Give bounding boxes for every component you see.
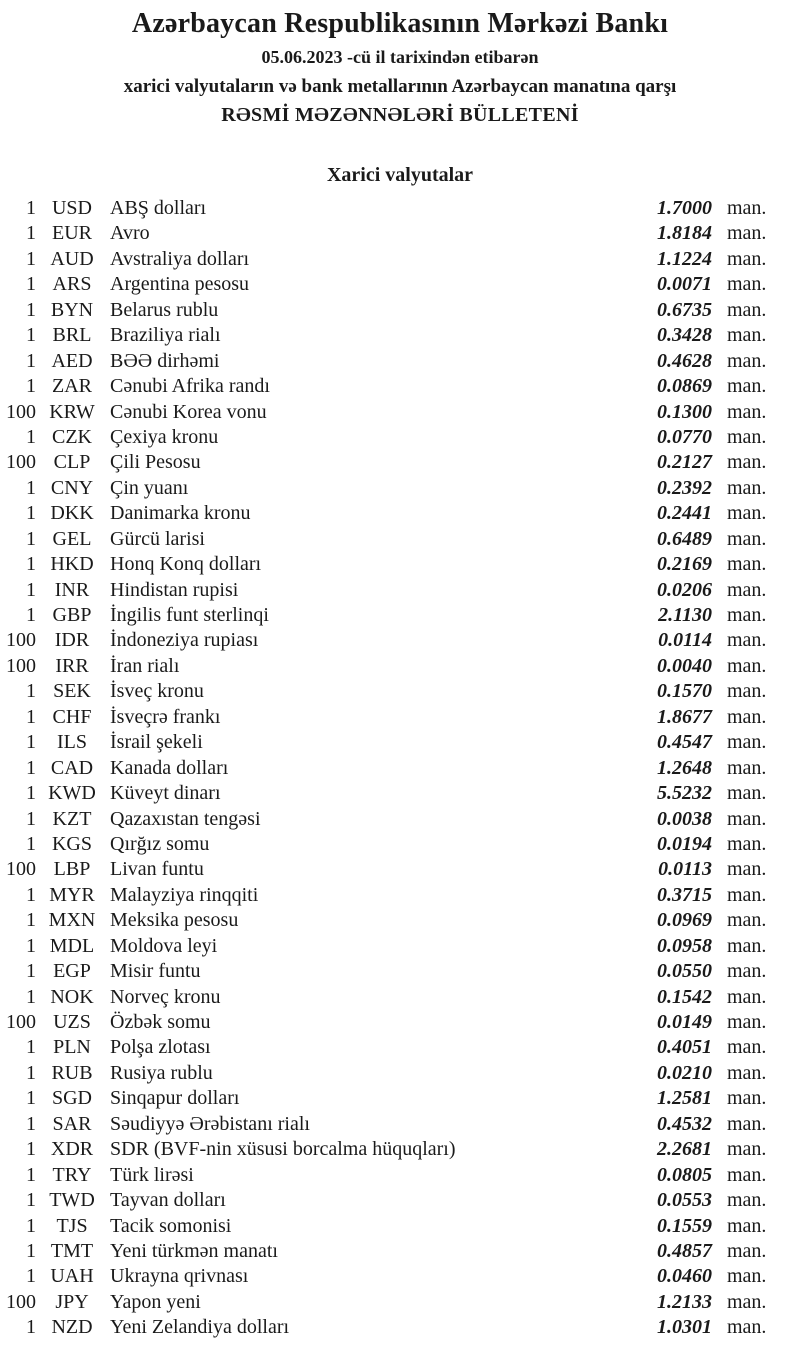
currency-name: İsrail şekeli	[110, 731, 203, 754]
currency-name: Argentina pesosu	[110, 273, 250, 296]
rate-row	[0, 1086, 800, 1111]
currency-name: Küveyt dinarı	[110, 782, 221, 805]
unit-label: man.	[727, 349, 767, 372]
currency-name: Polşa zlotası	[110, 1036, 211, 1059]
quantity: 100	[6, 629, 36, 652]
currency-code: GBP	[52, 604, 92, 626]
rate-value: 0.0113	[658, 858, 712, 881]
currency-name: İran rialı	[110, 654, 180, 677]
quantity: 1	[26, 578, 36, 601]
currency-code: KZT	[52, 807, 92, 830]
currency-name: Braziliya rialı	[110, 324, 221, 347]
rate-row	[0, 501, 800, 526]
rate-row	[0, 1239, 800, 1264]
currency-name: Sinqapur dolları	[110, 1087, 240, 1110]
rate-value: 0.0210	[657, 1061, 712, 1084]
currency-code: GEL	[52, 527, 92, 550]
currency-name: Türk lirəsi	[110, 1163, 194, 1186]
quantity: 1	[26, 1239, 36, 1262]
currency-code: TRY	[52, 1163, 92, 1186]
rate-row	[0, 679, 800, 704]
quantity: 1	[26, 832, 36, 855]
currency-code: ZAR	[52, 375, 92, 398]
rate-value: 0.0550	[657, 960, 712, 983]
unit-label: man.	[727, 705, 767, 728]
quantity: 1	[26, 782, 36, 805]
unit-label: man.	[727, 1214, 767, 1237]
rate-value: 0.0869	[657, 375, 712, 398]
unit-label: man.	[727, 604, 767, 626]
unit-label: man.	[727, 502, 767, 525]
unit-label: man.	[727, 324, 767, 347]
rate-row	[0, 857, 800, 882]
quantity: 1	[26, 527, 36, 550]
rate-value: 0.4051	[657, 1036, 712, 1059]
quantity: 1	[26, 1163, 36, 1186]
rate-row	[0, 1163, 800, 1188]
rate-row	[0, 247, 800, 272]
currency-code: CHF	[52, 705, 92, 728]
currency-name: Yeni türkmən manatı	[110, 1239, 278, 1262]
rate-value: 0.0969	[657, 909, 712, 932]
unit-label: man.	[727, 425, 767, 448]
currency-code: CAD	[50, 756, 94, 779]
currency-code: CZK	[52, 425, 92, 448]
unit-label: man.	[727, 985, 767, 1008]
currency-code: KRW	[49, 400, 95, 423]
quantity: 1	[26, 324, 36, 347]
rate-row	[0, 298, 800, 323]
rate-value: 1.1224	[657, 247, 712, 270]
quantity: 1	[26, 604, 36, 626]
currency-name: Ukrayna qrivnası	[110, 1265, 249, 1288]
quantity: 1	[26, 476, 36, 499]
unit-label: man.	[727, 832, 767, 855]
unit-label: man.	[727, 1036, 767, 1059]
quantity: 1	[26, 298, 36, 321]
currency-code: EGP	[53, 960, 91, 983]
quantity: 1	[26, 1061, 36, 1084]
bulletin-page	[0, 6, 800, 1341]
currency-name: Kanada dolları	[110, 756, 229, 779]
currency-name: ABŞ dolları	[110, 197, 207, 219]
currency-name: Çin yuanı	[110, 476, 189, 499]
unit-label: man.	[727, 527, 767, 550]
rate-row	[0, 1112, 800, 1137]
unit-label: man.	[727, 476, 767, 499]
unit-label: man.	[727, 553, 767, 576]
currency-code: KGS	[51, 832, 92, 855]
rate-row	[0, 221, 800, 246]
quantity: 1	[26, 553, 36, 576]
unit-label: man.	[727, 1163, 767, 1186]
unit-label: man.	[727, 1290, 767, 1313]
rate-value: 0.3715	[657, 883, 712, 906]
unit-label: man.	[727, 1112, 767, 1135]
currency-name: Moldova leyi	[110, 934, 218, 957]
unit-label: man.	[727, 1138, 767, 1161]
rate-row	[0, 1315, 800, 1340]
rate-row	[0, 1035, 800, 1060]
unit-label: man.	[727, 1265, 767, 1288]
unit-label: man.	[727, 629, 767, 652]
quantity: 1	[26, 680, 36, 703]
currency-name: Qırğız somu	[110, 832, 210, 855]
rate-value: 0.0958	[657, 934, 712, 957]
currency-code: KWD	[48, 782, 96, 805]
unit-label: man.	[727, 883, 767, 906]
currency-name: Avro	[110, 222, 150, 245]
unit-label: man.	[727, 375, 767, 398]
quantity: 1	[26, 222, 36, 245]
rate-row	[0, 1264, 800, 1289]
currency-code: USD	[51, 197, 92, 219]
quantity: 1	[26, 756, 36, 779]
page-title: Azərbaycan Respublikasının Mərkəzi Bankı	[131, 8, 669, 39]
currency-name: Tacik somonisi	[110, 1214, 232, 1237]
quantity: 1	[26, 1138, 36, 1161]
quantity: 1	[26, 273, 36, 296]
rate-value: 0.1559	[657, 1214, 712, 1237]
unit-label: man.	[727, 1011, 767, 1033]
quantity: 1	[26, 1316, 36, 1339]
currency-name: Belarus rublu	[110, 298, 219, 321]
quantity: 1	[26, 1189, 36, 1212]
rate-value: 0.4628	[657, 349, 712, 372]
rate-value: 0.0194	[657, 832, 712, 855]
unit-label: man.	[727, 400, 767, 423]
quantity: 100	[6, 400, 36, 423]
currency-code: SGD	[51, 1087, 92, 1110]
quantity: 1	[26, 197, 36, 219]
rate-value: 5.5232	[657, 782, 712, 805]
currency-name: Çexiya kronu	[110, 425, 219, 448]
currency-name: Cənubi Korea vonu	[110, 400, 267, 423]
currency-name: Yeni Zelandiya dolları	[110, 1316, 290, 1339]
currency-code: CNY	[50, 476, 94, 499]
quantity: 1	[26, 502, 36, 525]
unit-label: man.	[727, 1239, 767, 1262]
currency-code: TWD	[49, 1189, 95, 1212]
quantity: 1	[26, 985, 36, 1008]
quantity: 1	[26, 934, 36, 957]
quantity: 100	[6, 1290, 36, 1313]
currency-code: UZS	[53, 1011, 91, 1033]
currency-name: İngilis funt sterlinqi	[110, 604, 269, 626]
rate-value: 0.0114	[658, 629, 712, 652]
currency-name: Malayziya rinqqiti	[110, 883, 259, 906]
unit-label: man.	[727, 782, 767, 805]
rate-row	[0, 1290, 800, 1315]
unit-label: man.	[727, 960, 767, 983]
unit-label: man.	[727, 934, 767, 957]
subtitle: xarici valyutaların və bank metallarının Azərbaycan manatına qarşı	[123, 76, 677, 97]
currency-code: DKK	[50, 502, 94, 525]
rate-value: 1.2648	[657, 756, 712, 779]
currency-code: SAR	[52, 1112, 92, 1135]
quantity: 100	[6, 451, 36, 474]
rate-value: 2.2681	[657, 1138, 712, 1161]
bulletin-title: RƏSMİ MƏZƏNNƏLƏRİ BÜLLETENİ	[221, 104, 579, 126]
currency-code: CLP	[53, 451, 91, 474]
rate-row	[0, 908, 800, 933]
currency-code: UAH	[50, 1265, 94, 1288]
rate-value: 0.0460	[657, 1265, 712, 1288]
rate-value: 0.1542	[657, 985, 712, 1008]
currency-name: Yapon yeni	[110, 1290, 201, 1313]
currency-name: SDR (BVF-nin xüsusi borcalma hüquqları)	[110, 1138, 456, 1161]
rate-row	[0, 349, 800, 374]
unit-label: man.	[727, 731, 767, 754]
currency-code: LBP	[53, 858, 91, 881]
rate-value: 0.2392	[657, 476, 712, 499]
quantity: 1	[26, 247, 36, 270]
quantity: 100	[6, 654, 36, 677]
unit-label: man.	[727, 1087, 767, 1110]
quantity: 100	[6, 858, 36, 881]
rate-row	[0, 985, 800, 1010]
rate-row	[0, 578, 800, 603]
unit-label: man.	[727, 273, 767, 296]
rate-row	[0, 756, 800, 781]
rate-value: 0.0770	[657, 425, 712, 448]
rate-value: 1.2133	[657, 1290, 712, 1313]
currency-code: MDL	[49, 934, 95, 957]
quantity: 1	[26, 1036, 36, 1059]
rate-row	[0, 400, 800, 425]
rate-row	[0, 374, 800, 399]
currency-code: SEK	[53, 680, 91, 703]
currency-name: Qazaxıstan tengəsi	[110, 807, 261, 830]
currency-code: TJS	[56, 1214, 88, 1237]
rate-row	[0, 1188, 800, 1213]
rate-value: 2.1130	[658, 604, 712, 626]
currency-code: AUD	[50, 247, 94, 270]
rate-row	[0, 832, 800, 857]
exchange-rates-table	[0, 196, 800, 1341]
currency-code: NZD	[51, 1316, 93, 1339]
rate-value: 0.2441	[657, 502, 712, 525]
rate-value: 0.2127	[657, 451, 712, 474]
rate-value: 0.4532	[657, 1112, 712, 1135]
rate-value: 0.0149	[657, 1011, 712, 1033]
currency-name: Rusiya rublu	[110, 1061, 213, 1084]
unit-label: man.	[727, 298, 767, 321]
rate-value: 1.7000	[657, 197, 712, 219]
unit-label: man.	[727, 756, 767, 779]
rate-row	[0, 552, 800, 577]
rate-row	[0, 705, 800, 730]
currency-code: ARS	[52, 273, 92, 296]
rate-value: 0.4857	[657, 1239, 712, 1262]
rate-row	[0, 476, 800, 501]
currency-code: IRR	[55, 654, 89, 677]
rate-row	[0, 272, 800, 297]
currency-name: Honq Konq dolları	[110, 553, 262, 576]
rate-value: 0.2169	[657, 553, 712, 576]
unit-label: man.	[727, 197, 767, 219]
currency-code: BYN	[50, 298, 94, 321]
currency-code: INR	[54, 578, 90, 601]
rate-value: 0.0805	[657, 1163, 712, 1186]
quantity: 1	[26, 731, 36, 754]
unit-label: man.	[727, 451, 767, 474]
rate-row	[0, 883, 800, 908]
currency-name: Livan funtu	[110, 858, 204, 881]
currency-code: TMT	[50, 1239, 94, 1262]
currency-code: IDR	[54, 629, 90, 652]
quantity: 1	[26, 349, 36, 372]
effective-date-line: 05.06.2023 -cü il tarixindən etibarən	[261, 47, 539, 67]
currency-code: PLN	[53, 1036, 91, 1059]
rate-value: 1.8677	[657, 705, 712, 728]
currency-name: Özbək somu	[110, 1011, 211, 1033]
unit-label: man.	[727, 909, 767, 932]
rate-row	[0, 1061, 800, 1086]
unit-label: man.	[727, 247, 767, 270]
quantity: 1	[26, 883, 36, 906]
rate-value: 0.6489	[657, 527, 712, 550]
currency-code: JPY	[55, 1290, 89, 1313]
currency-name: Hindistan rupisi	[110, 578, 239, 601]
quantity: 1	[26, 909, 36, 932]
rate-row	[0, 1214, 800, 1239]
quantity: 1	[26, 807, 36, 830]
unit-label: man.	[727, 654, 767, 677]
currency-code: HKD	[50, 553, 94, 576]
quantity: 1	[26, 425, 36, 448]
rate-value: 0.0040	[657, 654, 712, 677]
rate-value: 0.1570	[657, 680, 712, 703]
currency-code: RUB	[51, 1061, 93, 1084]
currency-name: Tayvan dolları	[110, 1189, 226, 1212]
currency-name: Danimarka kronu	[110, 502, 251, 525]
currency-name: Gürcü larisi	[110, 527, 205, 550]
rate-value: 1.2581	[657, 1087, 712, 1110]
quantity: 1	[26, 1112, 36, 1135]
rate-row	[0, 603, 800, 628]
rate-row	[0, 1137, 800, 1162]
rate-row	[0, 196, 800, 221]
rate-row	[0, 654, 800, 679]
rate-value: 0.3428	[657, 324, 712, 347]
rate-row	[0, 425, 800, 450]
quantity: 1	[26, 960, 36, 983]
currency-code: XDR	[50, 1138, 94, 1161]
rate-value: 0.0553	[657, 1189, 712, 1212]
unit-label: man.	[727, 1061, 767, 1084]
rate-row	[0, 323, 800, 348]
rate-value: 1.8184	[657, 222, 712, 245]
unit-label: man.	[727, 578, 767, 601]
unit-label: man.	[727, 680, 767, 703]
rate-row	[0, 628, 800, 653]
currency-name: Avstraliya dolları	[110, 247, 250, 270]
rate-value: 0.0206	[657, 578, 712, 601]
currency-name: İsveç kronu	[110, 680, 204, 703]
unit-label: man.	[727, 807, 767, 830]
rate-row	[0, 959, 800, 984]
currency-name: Misir funtu	[110, 960, 201, 983]
quantity: 1	[26, 705, 36, 728]
rate-value: 0.4547	[657, 731, 712, 754]
quantity: 1	[26, 375, 36, 398]
rate-value: 0.1300	[657, 400, 712, 423]
rate-row	[0, 527, 800, 552]
unit-label: man.	[727, 1189, 767, 1212]
rate-value: 0.0071	[657, 273, 712, 296]
section-title: Xarici valyutalar	[326, 164, 474, 186]
rate-row	[0, 781, 800, 806]
rate-row	[0, 934, 800, 959]
currency-name: İndoneziya rupiası	[110, 629, 259, 652]
rate-value: 0.0038	[657, 807, 712, 830]
currency-code: MYR	[49, 883, 95, 906]
rate-row	[0, 450, 800, 475]
currency-name: Norveç kronu	[110, 985, 221, 1008]
currency-name: Səudiyyə Ərəbistanı rialı	[110, 1112, 310, 1135]
quantity: 1	[26, 1087, 36, 1110]
rate-row	[0, 1010, 800, 1035]
quantity: 1	[26, 1265, 36, 1288]
rate-row	[0, 807, 800, 832]
currency-code: MXN	[48, 909, 96, 932]
unit-label: man.	[727, 222, 767, 245]
currency-name: BƏƏ dirhəmi	[110, 349, 220, 372]
currency-code: EUR	[52, 222, 92, 245]
currency-name: Cənubi Afrika randı	[110, 375, 270, 398]
currency-name: Çili Pesosu	[110, 451, 201, 474]
rate-row	[0, 730, 800, 755]
currency-name: Meksika pesosu	[110, 909, 239, 932]
rate-value: 0.6735	[657, 298, 712, 321]
quantity: 100	[6, 1011, 36, 1033]
currency-code: NOK	[50, 985, 94, 1008]
unit-label: man.	[727, 858, 767, 881]
currency-code: ILS	[57, 731, 87, 754]
currency-name: İsveçrə frankı	[110, 705, 221, 728]
currency-code: AED	[51, 349, 93, 372]
rate-value: 1.0301	[657, 1316, 712, 1339]
unit-label: man.	[727, 1316, 767, 1339]
quantity: 1	[26, 1214, 36, 1237]
currency-code: BRL	[52, 324, 92, 347]
